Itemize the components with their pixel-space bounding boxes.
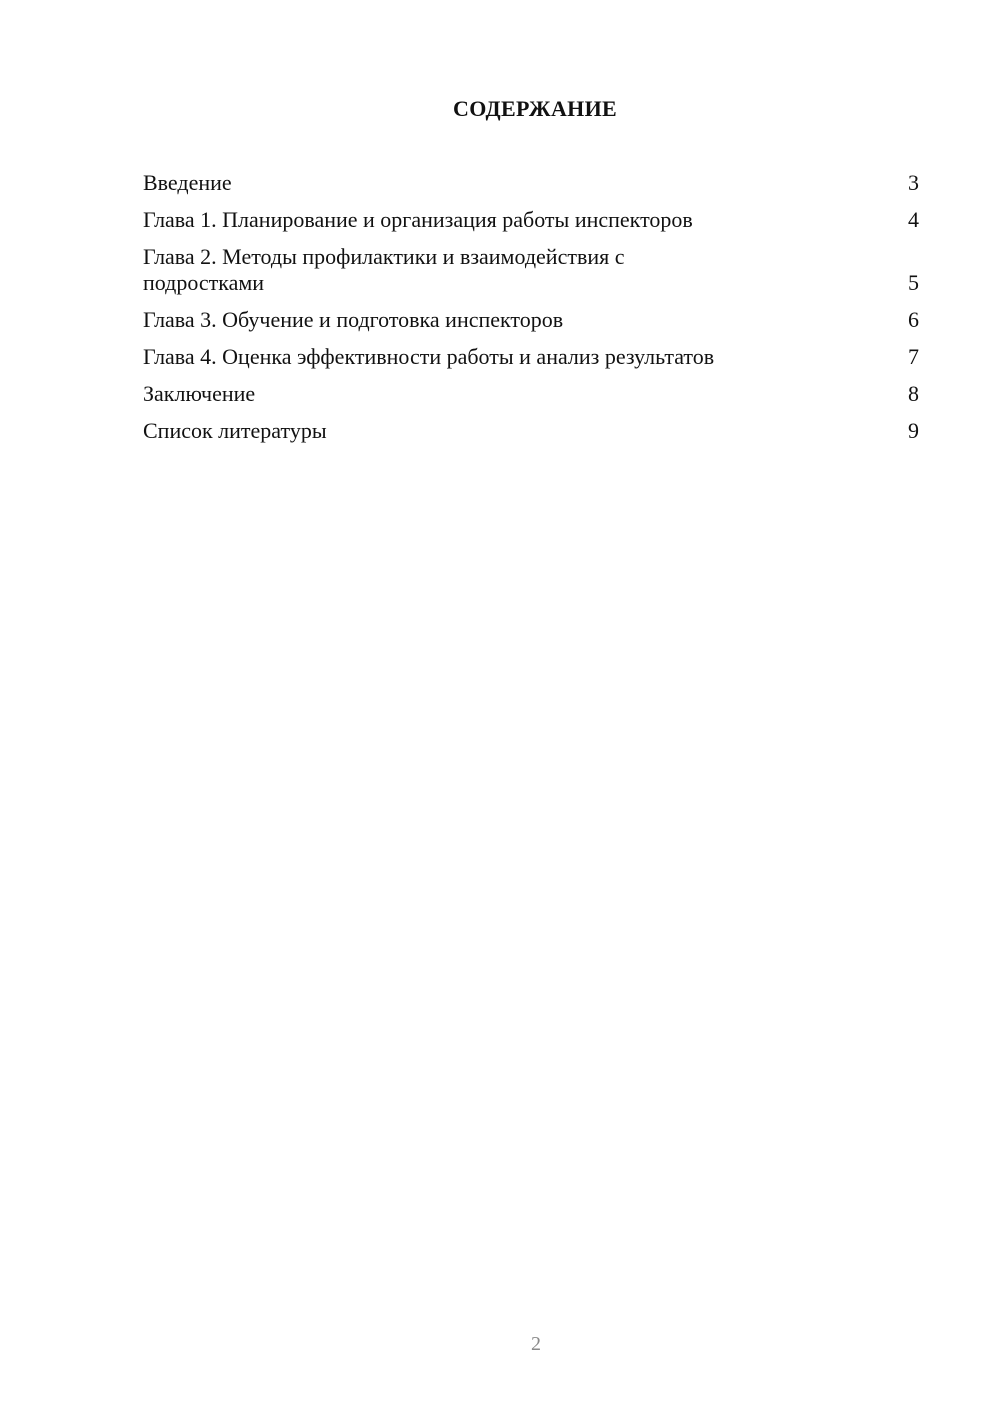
toc-entry[interactable]: [143, 244, 919, 296]
toc-entry-page: 6: [908, 307, 919, 332]
toc-entry-page: 9: [908, 418, 919, 443]
toc-entry-title: Глава 2. Методы профилактики и взаимодействия с подростками: [143, 244, 625, 295]
toc-entry-title: Глава 1. Планирование и организация работы инспекторов: [143, 207, 693, 232]
toc-entry[interactable]: [143, 381, 919, 407]
toc-entry-page: 7: [908, 344, 919, 369]
toc-entry-title: Список литературы: [143, 418, 327, 443]
toc-entry-title: Заключение: [143, 381, 256, 406]
toc-entry[interactable]: [143, 207, 919, 233]
toc-entry-title: Введение: [143, 170, 232, 195]
toc-entry-page: 3: [908, 170, 919, 195]
toc-entry[interactable]: [143, 307, 919, 333]
toc-entry-page: 8: [908, 381, 919, 406]
toc-entry-page: 5: [908, 270, 919, 295]
page-title: СОДЕРЖАНИЕ: [453, 96, 617, 121]
toc-entry-page: 4: [908, 207, 919, 232]
page-number: 2: [531, 1333, 541, 1355]
toc-entry[interactable]: [143, 418, 919, 444]
toc-entry[interactable]: [143, 344, 919, 370]
table-of-contents: [143, 170, 919, 455]
toc-entry-title: Глава 3. Обучение и подготовка инспекторов: [143, 307, 564, 332]
toc-entry-title: Глава 4. Оценка эффективности работы и анализ результатов: [143, 344, 715, 369]
toc-entry[interactable]: [143, 170, 919, 196]
